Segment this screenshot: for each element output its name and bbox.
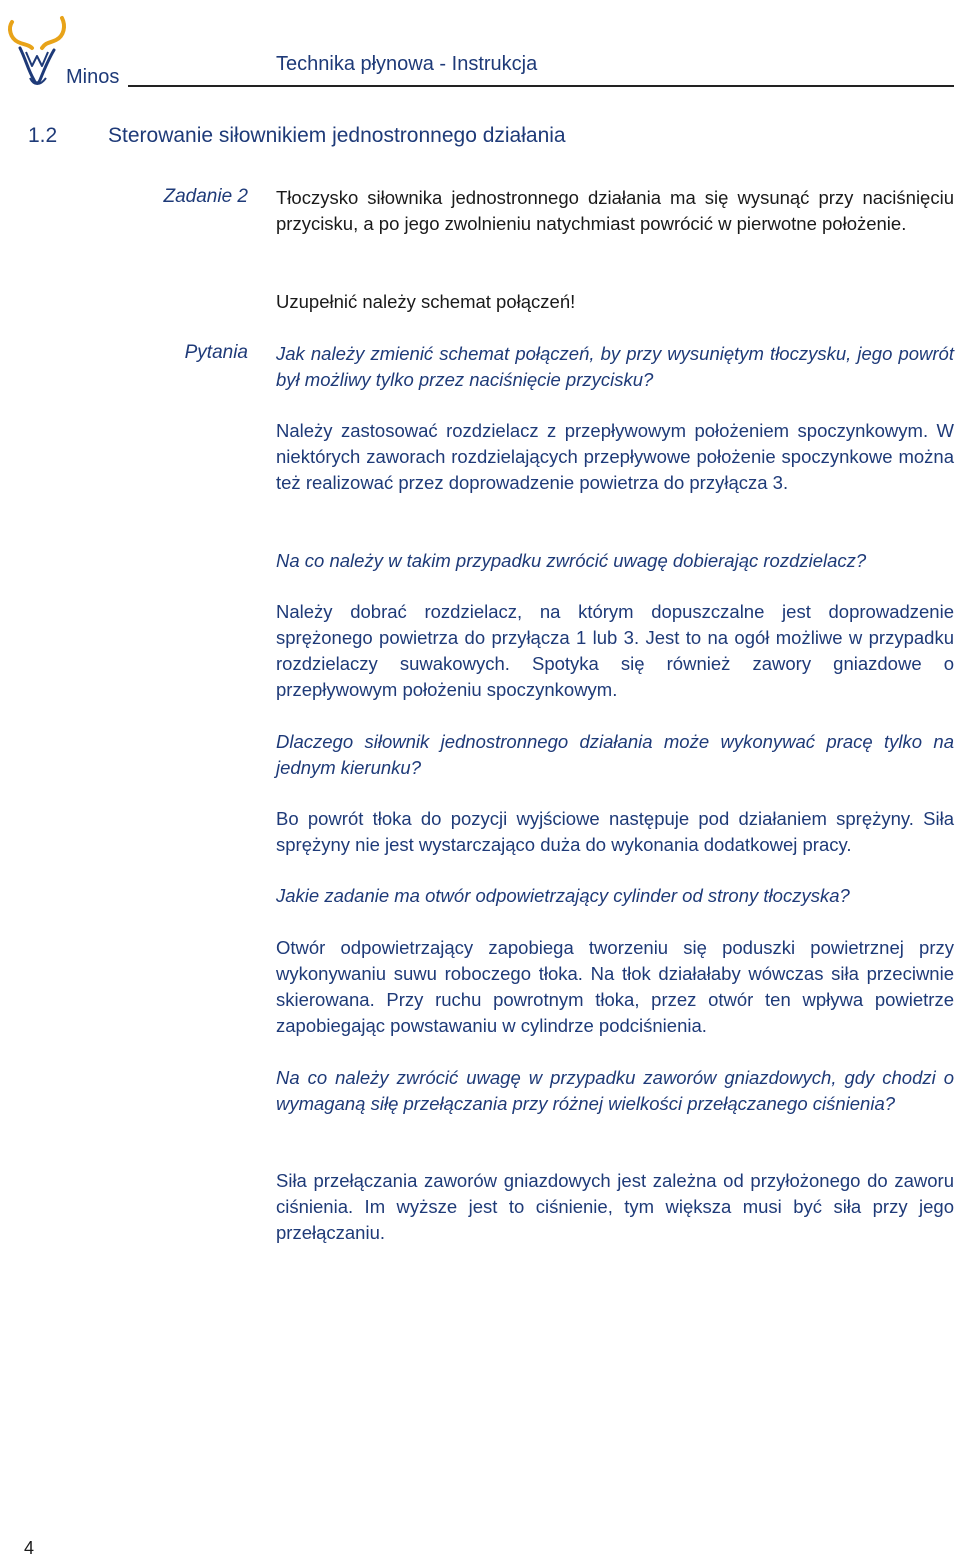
section-number: 1.2 [28, 124, 58, 147]
question-4: Jakie zadanie ma otwór odpowietrzający cylinder od strony tłoczyska? [276, 885, 850, 906]
question-2: Na co należy w takim przypadku zwrócić uwagę dobierając rozdzielacz? [276, 550, 867, 571]
answer-5: Siła przełączania zaworów gniazdowych jest zależna od przyłożonego do zaworu ciśnienia. Im wyższe jest to ciśnienie, tym większa musi być siła przy jego przełączaniu. [276, 1170, 954, 1243]
section-heading [28, 124, 566, 148]
answer-2: Należy dobrać rozdzielacz, na którym dopuszczalne jest doprowadzenie sprężonego powietrza do przyłącza 1 lub 3. Jest to na ogół możliwe w przypadku rozdzielaczy suwakowych. Spotyka się również zawory gniazdowe o przepływowym położeniu spoczynkowym. [276, 601, 954, 700]
question-5: Na co należy zwrócić uwagę w przypadku zaworów gniazdowych, gdy chodzi o wymaganą siłę przełączania przy różnej wielkości przełączanego ciśnienia? [276, 1067, 954, 1114]
task-label: Zadanie 2 [163, 186, 248, 207]
answer-1: Należy zastosować rozdzielacz z przepływowym położeniem spoczynkowym. W niektórych zaworach rozdzielających przepływowe położenie spoczynkowe można też realizować przez doprowadzenie powietrza do przyłącza 3. [276, 420, 954, 493]
minos-logo-icon [6, 8, 68, 92]
header-divider [128, 85, 954, 87]
question-1: Jak należy zmienić schemat połączeń, by przy wysuniętym tłoczysku, jego powrót był możliwy tylko przez naciśnięcie przycisku? [276, 343, 954, 390]
document-title: Technika płynowa - Instrukcja [276, 53, 538, 75]
section-title: Sterowanie siłownikiem jednostronnego działania [108, 124, 566, 147]
question-3: Dlaczego siłownik jednostronnego działania może wykonywać pracę tylko na jednym kierunku? [276, 731, 954, 778]
questions-label: Pytania [184, 342, 248, 363]
task-instruction: Uzupełnić należy schemat połączeń! [276, 291, 576, 312]
answer-3: Bo powrót tłoka do pozycji wyjściowe następuje pod działaniem sprężyny. Siła sprężyny nie jest wystarczająco duża do wykonania dodatkowej pracy. [276, 808, 954, 855]
answer-4: Otwór odpowietrzający zapobiega tworzeniu się poduszki powietrznej przy wykonywaniu suwu roboczego tłoka. Na tłok działałaby wówczas siła przeciwnie skierowana. Przy ruchu powrotnym tłoka, przez otwór ten wpływa powietrze zapobiegając powstawaniu w cylindrze podciśnienia. [276, 937, 954, 1036]
page-number: 4 [24, 1538, 35, 1558]
task-text: Tłoczysko siłownika jednostronnego działania ma się wysunąć przy naciśnięciu przycisku, a po jego zwolnieniu natychmiast powrócić w pierwotne położenie. [276, 187, 954, 234]
brand-name: Minos [66, 66, 120, 88]
page-header [0, 0, 960, 100]
